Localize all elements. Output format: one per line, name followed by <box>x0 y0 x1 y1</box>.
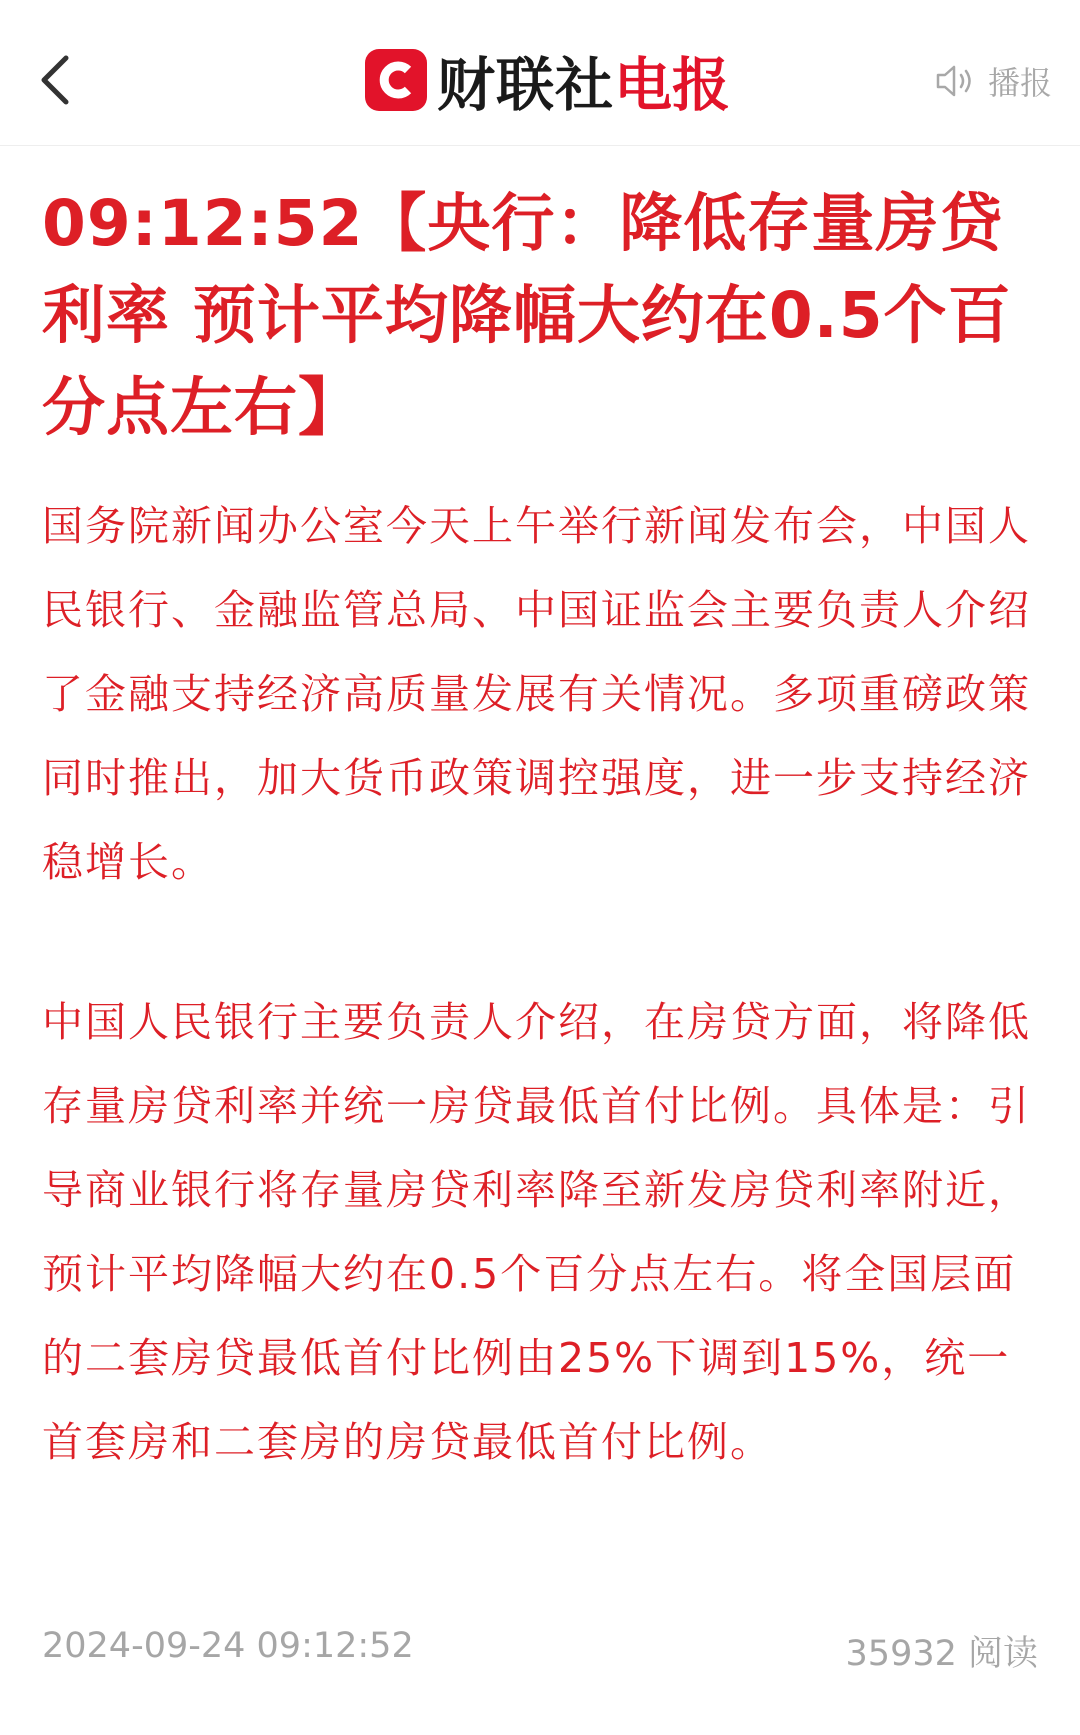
cls-logo-icon <box>365 49 427 111</box>
brand-name: 财联社 <box>437 51 615 119</box>
chevron-left-icon <box>30 40 90 120</box>
top-navigation-bar <box>0 0 1080 146</box>
back-button[interactable] <box>30 40 90 120</box>
article-paragraph: 中国人民银行主要负责人介绍，在房贷方面，将降低存量房贷利率并统一房贷最低首付比例。具体是：引导商业银行将存量房贷利率降至新发房贷利率附近，预计平均降幅大约在0.5个百分点左右。将全国层面的二套房贷最低首付比例由25%下调到15%，统一首套房和二套房的房贷最低首付比例。 <box>42 998 1031 1466</box>
speaker-icon <box>934 63 976 99</box>
brand-subtitle: 电报 <box>614 51 731 119</box>
play-label: 播报 <box>987 64 1052 102</box>
publish-datetime: 2024-09-24 09:12:52 <box>42 1626 414 1666</box>
view-count: 35932 阅读 <box>845 1634 1038 1674</box>
article-paragraph: 国务院新闻办公室今天上午举行新闻发布会，中国人民银行、金融监管总局、中国证监会主要负责人介绍了金融支持经济高质量发展有关情况。多项重磅政策同时推出，加大货币政策调控强度，进一步支持经济稳增长。 <box>42 502 1031 886</box>
article-headline: 09:12:52【央行：降低存量房贷利率 预计平均降幅大约在0.5个百分点左右】 <box>42 187 1012 444</box>
play-audio-button[interactable] <box>934 58 1052 104</box>
brand-logo-header <box>365 45 731 119</box>
